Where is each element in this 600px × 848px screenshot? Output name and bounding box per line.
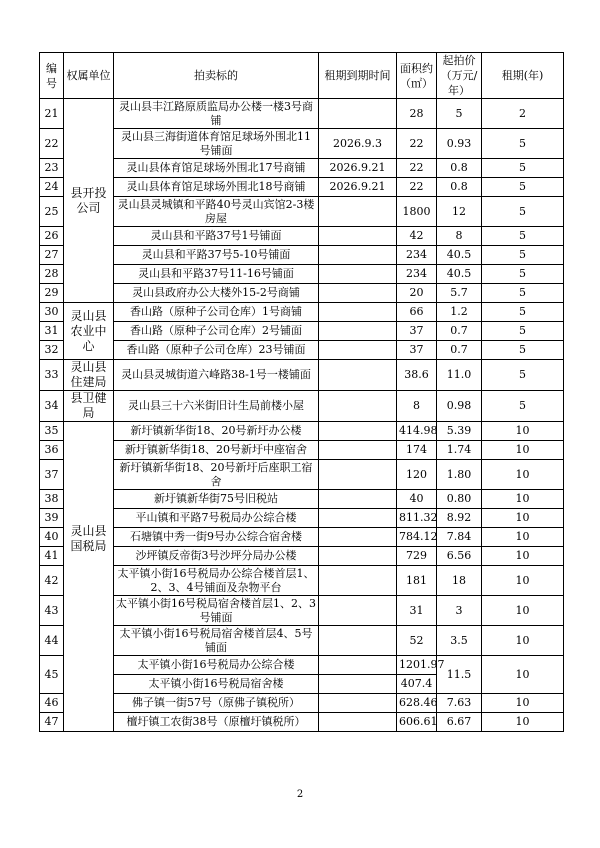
lease-term: 5 xyxy=(482,391,564,422)
row-number: 30 xyxy=(40,303,64,322)
lease-expiry xyxy=(319,675,397,694)
property-name: 太平镇小街16号税局办公综合楼首层1、2、3、4号铺面及杂物平台 xyxy=(114,566,319,596)
lease-term: 10 xyxy=(482,547,564,566)
lease-expiry xyxy=(319,303,397,322)
row-number: 29 xyxy=(40,284,64,303)
page-number: 2 xyxy=(296,789,304,800)
row-number: 39 xyxy=(40,509,64,528)
table-row xyxy=(40,490,564,509)
row-number: 42 xyxy=(40,566,64,596)
lease-term: 5 xyxy=(482,159,564,178)
lease-term: 5 xyxy=(482,284,564,303)
row-number: 44 xyxy=(40,626,64,656)
lease-expiry xyxy=(319,528,397,547)
table-row xyxy=(40,441,564,460)
lease-expiry: 2026.9.21 xyxy=(319,178,397,197)
property-name: 太平镇小街16号税局宿舍楼 xyxy=(114,675,319,694)
area: 38.6 xyxy=(397,360,437,391)
row-number: 45 xyxy=(40,656,64,694)
lease-term: 5 xyxy=(482,322,564,341)
area: 784.12 xyxy=(397,528,437,547)
area: 22 xyxy=(397,159,437,178)
header-term: 租期(年) xyxy=(482,53,564,99)
start-price: 40.5 xyxy=(437,246,482,265)
table-row xyxy=(40,566,564,596)
table-row xyxy=(40,360,564,391)
table-row xyxy=(40,159,564,178)
lease-term: 5 xyxy=(482,197,564,227)
table-row xyxy=(40,694,564,713)
lease-term: 5 xyxy=(482,265,564,284)
area: 407.4 xyxy=(397,675,437,694)
area: 414.98 xyxy=(397,422,437,441)
area: 28 xyxy=(397,99,437,129)
lease-expiry xyxy=(319,322,397,341)
start-price: 5.7 xyxy=(437,284,482,303)
owner-unit: 灵山县农业中心 xyxy=(64,303,114,360)
lease-term: 5 xyxy=(482,360,564,391)
area: 234 xyxy=(397,246,437,265)
lease-expiry xyxy=(319,99,397,129)
property-name: 太平镇小街16号税局办公综合楼 xyxy=(114,656,319,675)
table-row xyxy=(40,460,564,490)
start-price: 0.93 xyxy=(437,129,482,159)
start-price: 0.8 xyxy=(437,178,482,197)
table-row xyxy=(40,547,564,566)
area: 52 xyxy=(397,626,437,656)
table-row xyxy=(40,265,564,284)
lease-term: 10 xyxy=(482,509,564,528)
start-price: 0.7 xyxy=(437,341,482,360)
row-number: 37 xyxy=(40,460,64,490)
lease-term: 10 xyxy=(482,460,564,490)
area: 628.46 xyxy=(397,694,437,713)
table-row xyxy=(40,178,564,197)
owner-unit: 灵山县住建局 xyxy=(64,360,114,391)
lease-expiry xyxy=(319,265,397,284)
area: 181 xyxy=(397,566,437,596)
start-price: 11.5 xyxy=(437,656,482,694)
lease-expiry xyxy=(319,460,397,490)
area: 1800 xyxy=(397,197,437,227)
table-header-row xyxy=(40,53,564,99)
row-number: 46 xyxy=(40,694,64,713)
start-price: 6.67 xyxy=(437,713,482,732)
area: 37 xyxy=(397,322,437,341)
property-name: 沙坪镇反帝街3号沙坪分局办公楼 xyxy=(114,547,319,566)
start-price: 0.80 xyxy=(437,490,482,509)
property-name: 灵山县体育馆足球场外围北18号商铺 xyxy=(114,178,319,197)
start-price: 7.84 xyxy=(437,528,482,547)
property-name: 灵山县三海街道体育馆足球场外围北11号铺面 xyxy=(114,129,319,159)
area: 31 xyxy=(397,596,437,626)
start-price: 1.2 xyxy=(437,303,482,322)
lease-term: 10 xyxy=(482,422,564,441)
table-row xyxy=(40,596,564,626)
area: 66 xyxy=(397,303,437,322)
lease-term: 5 xyxy=(482,341,564,360)
lease-term: 5 xyxy=(482,227,564,246)
row-number: 26 xyxy=(40,227,64,246)
row-number: 31 xyxy=(40,322,64,341)
area: 606.61 xyxy=(397,713,437,732)
table-row xyxy=(40,509,564,528)
start-price: 7.63 xyxy=(437,694,482,713)
owner-unit: 灵山县国税局 xyxy=(64,422,114,656)
row-number: 41 xyxy=(40,547,64,566)
row-number: 27 xyxy=(40,246,64,265)
property-name: 香山路（原种子公司仓库）2号铺面 xyxy=(114,322,319,341)
property-name: 香山路（原种子公司仓库）1号商铺 xyxy=(114,303,319,322)
lease-term: 10 xyxy=(482,566,564,596)
owner-unit-continued xyxy=(64,656,114,732)
area: 8 xyxy=(397,391,437,422)
start-price: 8 xyxy=(437,227,482,246)
property-name: 新圩镇新华街18、20号新圩办公楼 xyxy=(114,422,319,441)
lease-expiry: 2026.9.3 xyxy=(319,129,397,159)
start-price: 1.74 xyxy=(437,441,482,460)
start-price: 6.56 xyxy=(437,547,482,566)
lease-term: 5 xyxy=(482,246,564,265)
row-number: 25 xyxy=(40,197,64,227)
lease-expiry xyxy=(319,547,397,566)
lease-expiry xyxy=(319,490,397,509)
row-number: 36 xyxy=(40,441,64,460)
lease-term: 5 xyxy=(482,303,564,322)
row-number: 47 xyxy=(40,713,64,732)
row-number: 28 xyxy=(40,265,64,284)
start-price: 0.8 xyxy=(437,159,482,178)
table-row xyxy=(40,528,564,547)
area: 729 xyxy=(397,547,437,566)
area: 20 xyxy=(397,284,437,303)
table-row xyxy=(40,99,564,129)
lease-term: 10 xyxy=(482,694,564,713)
area: 1201.97 xyxy=(397,656,437,675)
start-price: 3 xyxy=(437,596,482,626)
property-name: 灵山县体育馆足球场外围北17号商铺 xyxy=(114,159,319,178)
row-number: 24 xyxy=(40,178,64,197)
header-owner: 权属单位 xyxy=(64,53,114,99)
lease-term: 10 xyxy=(482,656,564,694)
lease-expiry xyxy=(319,246,397,265)
area: 40 xyxy=(397,490,437,509)
property-name: 灵山县灵城镇和平路40号灵山宾馆2-3楼房屋 xyxy=(114,197,319,227)
header-lease-expiry: 租期到期时间 xyxy=(319,53,397,99)
property-name: 灵山县灵城街道六峰路38-1号一楼铺面 xyxy=(114,360,319,391)
lease-term: 2 xyxy=(482,99,564,129)
property-name: 新圩镇新华街18、20号新圩后座职工宿舍 xyxy=(114,460,319,490)
table-row xyxy=(40,246,564,265)
row-number: 22 xyxy=(40,129,64,159)
start-price: 1.80 xyxy=(437,460,482,490)
start-price: 40.5 xyxy=(437,265,482,284)
property-name: 新圩镇新华街75号旧税站 xyxy=(114,490,319,509)
property-name: 太平镇小街16号税局宿舍楼首层4、5号铺面 xyxy=(114,626,319,656)
start-price: 11.0 xyxy=(437,360,482,391)
lease-expiry xyxy=(319,197,397,227)
lease-expiry xyxy=(319,284,397,303)
property-name: 香山路（原种子公司仓库）23号铺面 xyxy=(114,341,319,360)
lease-expiry xyxy=(319,713,397,732)
property-name: 灵山县和平路37号1号铺面 xyxy=(114,227,319,246)
header-no: 编号 xyxy=(40,53,64,99)
area: 37 xyxy=(397,341,437,360)
area: 42 xyxy=(397,227,437,246)
lease-expiry xyxy=(319,441,397,460)
lease-term: 5 xyxy=(482,129,564,159)
lease-term: 10 xyxy=(482,626,564,656)
row-number: 33 xyxy=(40,360,64,391)
row-number: 40 xyxy=(40,528,64,547)
lease-expiry xyxy=(319,391,397,422)
area: 234 xyxy=(397,265,437,284)
start-price: 18 xyxy=(437,566,482,596)
start-price: 5.39 xyxy=(437,422,482,441)
lease-expiry xyxy=(319,227,397,246)
table-row xyxy=(40,422,564,441)
row-number: 34 xyxy=(40,391,64,422)
row-number: 38 xyxy=(40,490,64,509)
owner-unit: 县卫健局 xyxy=(64,391,114,422)
table-row xyxy=(40,129,564,159)
lease-expiry xyxy=(319,566,397,596)
property-name: 灵山县和平路37号11-16号铺面 xyxy=(114,265,319,284)
lease-term: 5 xyxy=(482,178,564,197)
start-price: 0.7 xyxy=(437,322,482,341)
area: 22 xyxy=(397,178,437,197)
lease-expiry xyxy=(319,694,397,713)
start-price: 5 xyxy=(437,99,482,129)
lease-term: 10 xyxy=(482,713,564,732)
start-price: 8.92 xyxy=(437,509,482,528)
lease-expiry: 2026.9.21 xyxy=(319,159,397,178)
row-number: 23 xyxy=(40,159,64,178)
property-name: 太平镇小街16号税局宿舍楼首层1、2、3号铺面 xyxy=(114,596,319,626)
auction-table xyxy=(39,52,564,732)
table-row xyxy=(40,713,564,732)
area: 174 xyxy=(397,441,437,460)
property-name: 新圩镇新华街18、20号新圩中座宿舍 xyxy=(114,441,319,460)
lease-expiry xyxy=(319,626,397,656)
table-row xyxy=(40,626,564,656)
start-price: 0.98 xyxy=(437,391,482,422)
table-body xyxy=(40,99,564,732)
start-price: 12 xyxy=(437,197,482,227)
property-name: 灵山县和平路37号5-10号铺面 xyxy=(114,246,319,265)
property-name: 石塘镇中秀一街9号办公综合宿舍楼 xyxy=(114,528,319,547)
lease-expiry xyxy=(319,360,397,391)
lease-term: 10 xyxy=(482,596,564,626)
lease-term: 10 xyxy=(482,490,564,509)
lease-expiry xyxy=(319,509,397,528)
table-row xyxy=(40,197,564,227)
table-row xyxy=(40,656,564,675)
start-price: 3.5 xyxy=(437,626,482,656)
lease-term: 10 xyxy=(482,441,564,460)
table-row xyxy=(40,341,564,360)
area: 22 xyxy=(397,129,437,159)
row-number: 32 xyxy=(40,341,64,360)
table-row xyxy=(40,322,564,341)
property-name: 平山镇和平路7号税局办公综合楼 xyxy=(114,509,319,528)
property-name: 灵山县政府办公大楼外15-2号商铺 xyxy=(114,284,319,303)
row-number: 43 xyxy=(40,596,64,626)
header-area: 面积约（㎡） xyxy=(397,53,437,99)
property-name: 灵山县丰江路原质监局办公楼一楼3号商铺 xyxy=(114,99,319,129)
table-row xyxy=(40,284,564,303)
area: 811.32 xyxy=(397,509,437,528)
property-name: 檀圩镇工农街38号（原檀圩镇税所） xyxy=(114,713,319,732)
header-property: 拍卖标的 xyxy=(114,53,319,99)
lease-expiry xyxy=(319,341,397,360)
owner-unit: 县开投公司 xyxy=(64,99,114,303)
table-row xyxy=(40,391,564,422)
lease-term: 10 xyxy=(482,528,564,547)
table-row xyxy=(40,227,564,246)
lease-expiry xyxy=(319,422,397,441)
property-name: 灵山县三十六米街旧计生局前楼小屋 xyxy=(114,391,319,422)
lease-expiry xyxy=(319,656,397,675)
lease-expiry xyxy=(319,596,397,626)
row-number: 35 xyxy=(40,422,64,441)
table-row xyxy=(40,303,564,322)
row-number: 21 xyxy=(40,99,64,129)
property-name: 佛子镇一街57号（原佛子镇税所） xyxy=(114,694,319,713)
header-start-price: 起拍价（万元/年） xyxy=(437,53,482,99)
area: 120 xyxy=(397,460,437,490)
